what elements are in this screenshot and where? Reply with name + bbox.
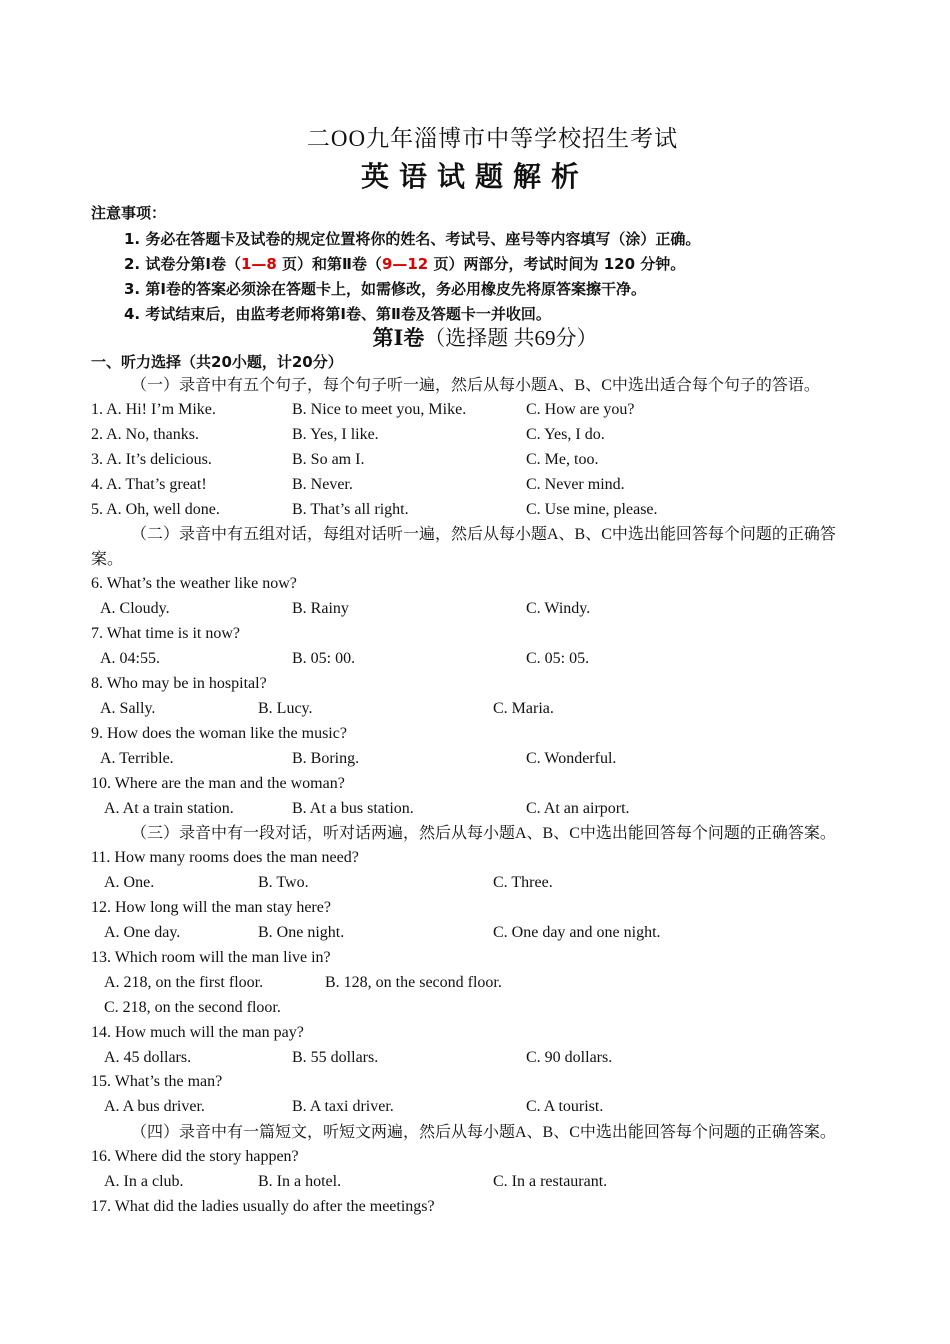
q9-stem: 9. How does the woman like the music? (91, 725, 347, 742)
q7-stem: 7. What time is it now? (91, 625, 241, 642)
q1-option-a: 1. A. Hi! I’m Mike. (91, 401, 216, 418)
note-2-pages-1: 1—8 (240, 255, 277, 273)
q1-option-c: C. How are you? (526, 401, 635, 418)
notes-heading: 注意事项： (91, 204, 167, 222)
note-4: 4. 考试结束后，由监考老师将第Ⅰ卷、第Ⅱ卷及答题卡一并收回。 (124, 305, 551, 323)
q6-option-b: B. Rainy (292, 600, 349, 617)
q1-option-b: B. Nice to meet you, Mike. (292, 401, 467, 418)
q5-option-c: C. Use mine, please. (526, 501, 658, 518)
note-2-part-b: 页）和第Ⅱ卷（ (276, 255, 382, 273)
q12-option-b: B. One night. (258, 924, 345, 941)
q8-option-b: B. Lucy. (258, 700, 313, 717)
note-1: 1. 务必在答题卡及试卷的规定位置将你的姓名、考试号、座号等内容填写（涂）正确。 (124, 230, 701, 248)
instruction-3: （三）录音中有一段对话，听对话两遍，然后从每小题A、B、C中选出能回答每个问题的正确答案。 (131, 825, 836, 842)
q3-option-b: B. So am I. (292, 451, 365, 468)
part-title (0, 322, 950, 352)
q15-option-b: B. A taxi driver. (292, 1098, 394, 1115)
q4-option-a: 4. A. That’s great! (91, 476, 207, 493)
q16-option-c: C. In a restaurant. (493, 1173, 608, 1190)
q9-option-a: A. Terrible. (100, 750, 174, 767)
q8-option-a: A. Sally. (100, 700, 156, 717)
exam-title: 二OO九年淄博市中等学校招生考试 (306, 126, 679, 151)
part-title-lead: 第Ⅰ卷 (372, 326, 425, 350)
q11-stem: 11. How many rooms does the man need? (91, 849, 359, 866)
note-2 (124, 253, 685, 274)
q4-option-b: B. Never. (292, 476, 353, 493)
q11-option-b: B. Two. (258, 874, 309, 891)
q5-option-b: B. That’s all right. (292, 501, 409, 518)
q15-option-c: C. A tourist. (526, 1098, 604, 1115)
note-2-part-c: 页）两部分，考试时间为 120 分钟。 (428, 255, 686, 273)
q6-stem: 6. What’s the weather like now? (91, 575, 297, 592)
instruction-4: （四）录音中有一篇短文，听短文两遍，然后从每小题A、B、C中选出能回答每个问题的正确答案。 (131, 1124, 836, 1141)
q8-option-c: C. Maria. (493, 700, 554, 717)
q10-option-b: B. At a bus station. (292, 800, 414, 817)
instruction-2: （二）录音中有五组对话，每组对话听一遍，然后从每小题A、B、C中选出能回答每个问题的正确答案。 (91, 526, 836, 568)
q12-option-a: A. One day. (104, 924, 181, 941)
q13-option-b: B. 128, on the second floor. (325, 974, 502, 991)
exam-subtitle: 英语试题解析 (360, 160, 589, 193)
q6-option-a: A. Cloudy. (100, 600, 170, 617)
q11-option-a: A. One. (104, 874, 155, 891)
q14-option-b: B. 55 dollars. (292, 1049, 379, 1066)
note-2-part-a: 2. 试卷分第Ⅰ卷（ (124, 255, 241, 273)
q10-option-a: A. At a train station. (104, 800, 234, 817)
q7-option-c: C. 05: 05. (526, 650, 590, 667)
q7-option-b: B. 05: 00. (292, 650, 356, 667)
q14-stem: 14. How much will the man pay? (91, 1024, 304, 1041)
q11-option-c: C. Three. (493, 874, 553, 891)
q13-option-c: C. 218, on the second floor. (104, 999, 281, 1016)
q8-stem: 8. Who may be in hospital? (91, 675, 267, 692)
q14-option-a: A. 45 dollars. (104, 1049, 192, 1066)
q10-option-c: C. At an airport. (526, 800, 630, 817)
note-3: 3. 第Ⅰ卷的答案必须涂在答题卡上，如需修改，务必用橡皮先将原答案擦干净。 (124, 280, 646, 298)
q10-stem: 10. Where are the man and the woman? (91, 775, 345, 792)
q5-option-a: 5. A. Oh, well done. (91, 501, 220, 518)
q12-option-c: C. One day and one night. (493, 924, 661, 941)
q2-option-a: 2. A. No, thanks. (91, 426, 199, 443)
q3-option-c: C. Me, too. (526, 451, 599, 468)
q15-option-a: A. A bus driver. (104, 1098, 205, 1115)
q3-option-a: 3. A. It’s delicious. (91, 451, 212, 468)
q13-stem: 13. Which room will the man live in? (91, 949, 331, 966)
q9-option-c: C. Wonderful. (526, 750, 617, 767)
q16-stem: 16. Where did the story happen? (91, 1148, 299, 1165)
q15-stem: 15. What’s the man? (91, 1073, 223, 1090)
q2-option-b: B. Yes, I like. (292, 426, 379, 443)
q6-option-c: C. Windy. (526, 600, 591, 617)
q16-option-a: A. In a club. (104, 1173, 184, 1190)
q17-stem: 17. What did the ladies usually do after the meetings? (91, 1198, 435, 1215)
q2-option-c: C. Yes, I do. (526, 426, 605, 443)
q4-option-c: C. Never mind. (526, 476, 625, 493)
q16-option-b: B. In a hotel. (258, 1173, 342, 1190)
q13-option-a: A. 218, on the first floor. (104, 974, 264, 991)
q7-option-a: A. 04:55. (100, 650, 160, 667)
q14-option-c: C. 90 dollars. (526, 1049, 613, 1066)
q12-stem: 12. How long will the man stay here? (91, 899, 331, 916)
q9-option-b: B. Boring. (292, 750, 360, 767)
section-heading: 一、听力选择（共20小题，计20分） (91, 353, 343, 371)
part-title-rest: （选择题 共69分） (424, 326, 598, 350)
note-2-pages-2: 9—12 (381, 255, 429, 273)
instruction-1: （一）录音中有五个句子，每个句子听一遍，然后从每小题A、B、C中选出适合每个句子的答语。 (131, 377, 820, 394)
